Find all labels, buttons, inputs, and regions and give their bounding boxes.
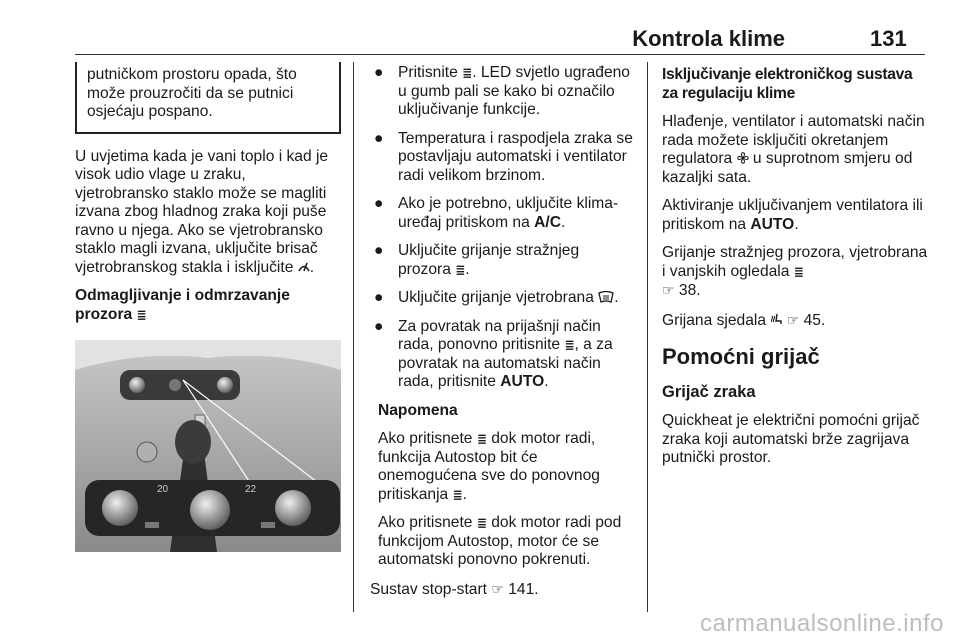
list-item: ● Pritisnite ≣. LED svjetlo ugrađeno u gumb pali se kako bi označilo uključivanje funkcije. bbox=[374, 64, 630, 118]
max-defrost-icon: ≣ bbox=[564, 338, 575, 352]
list-item: ● Temperatura i raspodjela zraka se postavljaju automatski i ventilator radi velikom brzinom. bbox=[374, 129, 633, 184]
fan-icon bbox=[737, 152, 749, 164]
page-reference-icon: ☞ bbox=[491, 580, 504, 597]
page-number: 131 bbox=[870, 26, 907, 51]
paragraph-switch-off: Hlađenje, ventilator i automatski način rada možete isključiti okretanjem regulatora u suprotnom smjeru od kazaljki sata. bbox=[662, 113, 925, 186]
max-defrost-icon: ≣ bbox=[462, 66, 473, 80]
page-reference-icon: ☞ bbox=[662, 282, 675, 298]
heading-auxiliary-heater: Pomoćni grijač bbox=[662, 344, 820, 369]
note bbox=[370, 402, 636, 570]
header-title: Kontrola klime bbox=[632, 26, 785, 51]
page-reference-icon: ☞ bbox=[786, 311, 800, 328]
paragraph-fogging-text: U uvjetima kada je vani toplo i kad je visok udio vlage u zraku, vjetrobransko staklo može se magliti izvana zbog hladnog zraka koji puše ravno u njega. Ako se vjetrobransko staklo magli izvana, uključite brisač vjetrobranskog stakla i isključite bbox=[75, 147, 329, 276]
list-item: ● Za povratak na prijašnji način rada, ponovno pritisnite ≣, a za povratak na automatski način rada, pritisnite AUTO. bbox=[374, 317, 613, 390]
watermark: carmanualsonline.info bbox=[700, 610, 944, 637]
heated-seat-icon bbox=[770, 313, 782, 326]
section-heading-switch-off: Isključivanje elektroničkog sustava za regulaciju klime bbox=[662, 66, 913, 102]
list-item: ● Uključite grijanje vjetrobrana . bbox=[374, 289, 619, 306]
rear-window-heating-icon: ≣ bbox=[455, 262, 466, 277]
list-item: ● Ako je potrebno, uključite klima-uređaj pritiskom na A/C. bbox=[374, 195, 619, 231]
photo-temp-right: 22 bbox=[245, 484, 257, 495]
rear-window-heating-icon: ≣ bbox=[793, 264, 804, 279]
paragraph-heating: Grijanje stražnjeg prozora, vjetrobrana i vanjskih ogledala ≣ ☞ 38. bbox=[662, 244, 928, 299]
column-2 bbox=[370, 64, 636, 609]
note-para-2: Ako pritisnete ≣ dok motor radi pod funkcijom Autostop, motor će se automatski ponovno pokrenuti. bbox=[378, 514, 622, 568]
warning-box bbox=[75, 62, 341, 134]
max-defrost-icon: ≣ bbox=[476, 432, 487, 446]
header-rule bbox=[75, 54, 925, 55]
warning-text: putničkom prostoru opada, što može prouzročiti da se putnici osjećaju pospano. bbox=[87, 66, 297, 120]
paragraph-seats: Grijana sjedala ☞ 45. bbox=[662, 311, 826, 329]
column-rule-1 bbox=[353, 62, 354, 612]
max-defrost-icon: ≣ bbox=[452, 487, 463, 502]
list-item: ● Uključite grijanje stražnjeg prozora ≣. bbox=[374, 242, 580, 278]
column-1 bbox=[75, 62, 341, 552]
photo-temp-left: 20 bbox=[157, 484, 169, 495]
max-defrost-icon: ≣ bbox=[476, 516, 487, 530]
paragraph-quickheat: Quickheat je električni pomoćni grijač zraka koji automatski brže zagrijava putnički prostor. bbox=[662, 412, 920, 466]
note-title: Napomena bbox=[378, 401, 458, 419]
paragraph-fogging bbox=[75, 148, 341, 278]
paragraph-fogging-end: . bbox=[309, 258, 315, 276]
subhead-defrost-text: Odmagljivanje i odmrzavanje prozora bbox=[75, 287, 290, 323]
stop-start-ref: Sustav stop-start ☞ 141. bbox=[370, 580, 539, 598]
wiper-icon bbox=[298, 260, 310, 273]
paragraph-activate: Aktiviranje uključivanjem ventilatora ili pritiskom na AUTO. bbox=[662, 197, 923, 233]
heading-air-heater: Grijač zraka bbox=[662, 383, 756, 401]
column-rule-2 bbox=[647, 62, 648, 612]
windscreen-heating-icon bbox=[598, 291, 614, 303]
climate-panel-photo bbox=[75, 340, 341, 552]
max-defrost-icon: ≣ bbox=[136, 307, 147, 322]
column-3 bbox=[662, 66, 930, 478]
subhead-defrost bbox=[75, 287, 341, 324]
note-para-1: Ako pritisnete ≣ dok motor radi, funkcija Autostop bit će onemogućena sve do ponovnog pritiskanja ≣. bbox=[378, 430, 600, 503]
